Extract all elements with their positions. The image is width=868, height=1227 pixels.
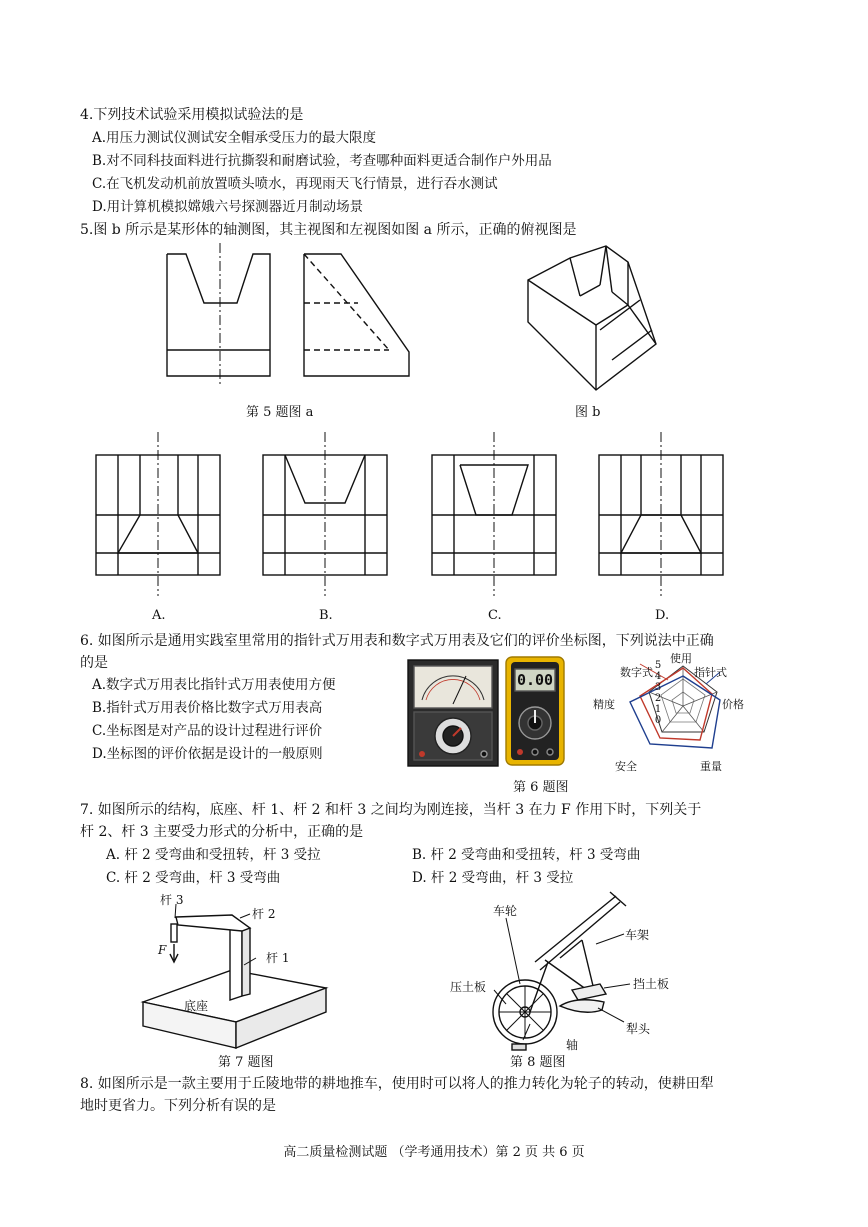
q8-label-guard-board: 挡土板 bbox=[633, 977, 670, 991]
q5-label-c: C. bbox=[488, 608, 502, 623]
q8-label-plow-head: 犁头 bbox=[626, 1022, 651, 1036]
radar-legend-analog: 指针式 bbox=[694, 666, 727, 679]
q7-option-c: C. 杆 2 受弯曲，杆 3 受弯曲 bbox=[106, 870, 281, 886]
q4-stem: 4.下列技术试验采用模拟试验法的是 bbox=[80, 107, 304, 123]
q6-option-d: D.坐标图的评价依据是设计的一般原则 bbox=[92, 746, 323, 762]
q8-caption: 第 8 题图 bbox=[510, 1055, 566, 1070]
q8-stem-line1: 8. 如图所示是一款主要用于丘陵地带的耕地推车，使用时可以将人的推力转化为轮子的转动，使耕田犁 bbox=[80, 1076, 714, 1092]
radar-legend-digital: 数字式 bbox=[620, 666, 653, 679]
q7-option-a: A. 杆 2 受弯曲和受扭转，杆 3 受拉 bbox=[106, 847, 321, 863]
q7-option-b: B. 杆 2 受弯曲和受扭转，杆 3 受弯曲 bbox=[412, 847, 641, 863]
q6-option-b: B.指针式万用表价格比数字式万用表高 bbox=[92, 700, 323, 716]
q4-option-a: A.用压力测试仪测试安全帽承受压力的最大限度 bbox=[92, 130, 377, 146]
q7-label-rod1: 杆 1 bbox=[266, 951, 290, 965]
radar-scale: 5 4 3 2 1 0 bbox=[654, 660, 662, 726]
page-footer: 高二质量检测试题 （学考通用技术）第 2 页 共 6 页 bbox=[283, 1145, 585, 1160]
q5-label-d: D. bbox=[655, 608, 670, 623]
q5-caption-a: 第 5 题图 a bbox=[246, 405, 314, 420]
radar-axis-price: 价格 bbox=[722, 698, 744, 711]
radar-axis-safety: 安全 bbox=[615, 760, 637, 773]
q6-option-c: C.坐标图是对产品的设计过程进行评价 bbox=[92, 723, 323, 739]
q6-option-a: A.数字式万用表比指针式万用表使用方便 bbox=[92, 677, 336, 693]
q7-label-rod2: 杆 2 bbox=[252, 907, 276, 921]
q7-caption: 第 7 题图 bbox=[218, 1055, 274, 1070]
radar-axis-weight: 重量 bbox=[700, 760, 722, 773]
q6-stem-line1: 6. 如图所示是通用实践室里常用的指针式万用表和数字式万用表及它们的评价坐标图，下列说法中正确 bbox=[80, 633, 714, 649]
q8-label-frame: 车架 bbox=[625, 928, 650, 942]
q7-label-force: F bbox=[158, 943, 167, 957]
q8-label-axle: 轴 bbox=[566, 1038, 579, 1052]
q5-label-b: B. bbox=[319, 608, 333, 623]
q7-option-d: D. 杆 2 受弯曲，杆 3 受拉 bbox=[412, 870, 574, 886]
radar-axis-use: 使用 bbox=[670, 652, 692, 665]
digital-meter-display: 0.00 bbox=[516, 671, 554, 689]
radar-axis-precision: 精度 bbox=[593, 698, 615, 711]
q8-label-wheel: 车轮 bbox=[493, 904, 518, 918]
q5-caption-b: 图 b bbox=[575, 405, 601, 420]
q7-label-rod3: 杆 3 bbox=[160, 893, 184, 907]
q6-caption: 第 6 题图 bbox=[513, 780, 569, 795]
q8-stem-line2: 地时更省力。下列分析有误的是 bbox=[80, 1098, 276, 1114]
q7-label-base: 底座 bbox=[184, 999, 209, 1013]
q4-option-b: B.对不同科技面料进行抗撕裂和耐磨试验，考查哪种面料更适合制作户外用品 bbox=[92, 153, 552, 169]
q7-stem-line2: 杆 2、杆 3 主要受力形式的分析中，正确的是 bbox=[80, 824, 364, 840]
q5-stem: 5.图 b 所示是某形体的轴测图，其主视图和左视图如图 a 所示，正确的俯视图是 bbox=[80, 222, 577, 238]
q4-option-c: C.在飞机发动机前放置喷头喷水，再现雨天飞行情景，进行吞水测试 bbox=[92, 176, 498, 192]
q4-option-d: D.用计算机模拟嫦娥六号探测器近月制动场景 bbox=[92, 199, 364, 215]
q8-label-press-board: 压土板 bbox=[450, 980, 487, 994]
q7-stem-line1: 7. 如图所示的结构，底座、杆 1、杆 2 和杆 3 之间均为刚连接，当杆 3 在力 F 作用下时，下列关于 bbox=[80, 802, 702, 818]
q6-stem-line2: 的是 bbox=[80, 655, 108, 671]
q5-label-a: A. bbox=[152, 608, 166, 623]
